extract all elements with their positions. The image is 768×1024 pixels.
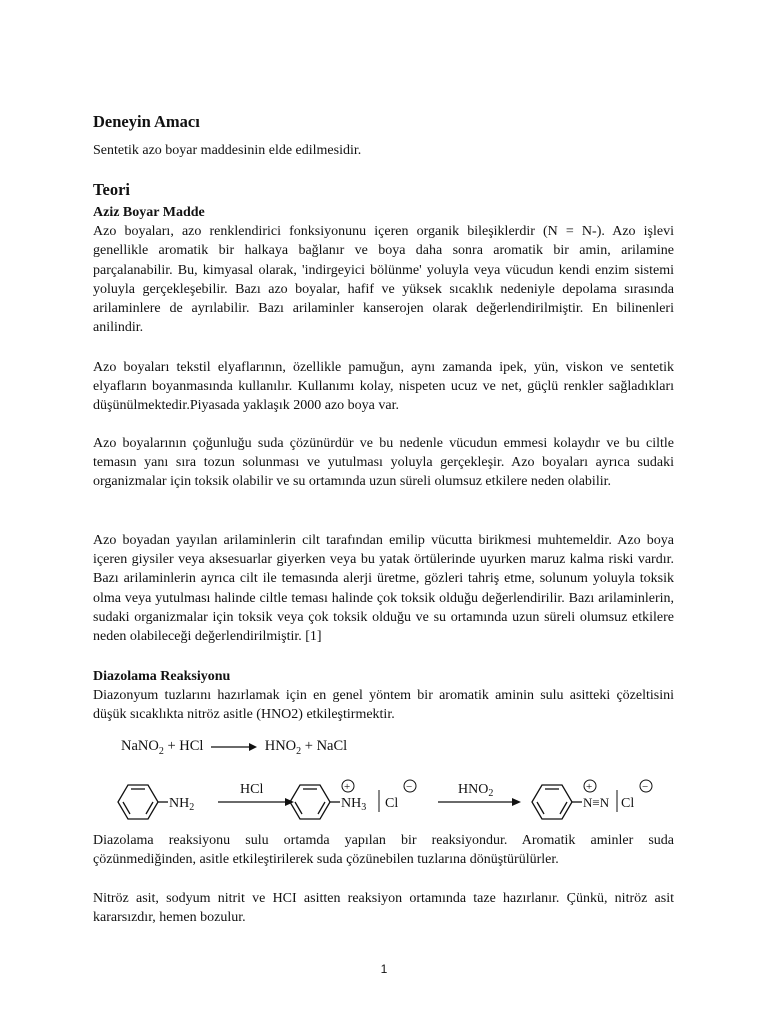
- minus-charge-icon: [404, 780, 416, 793]
- reaction-arrow-icon: [211, 742, 257, 752]
- eq-reactant-hcl: + HCl: [163, 738, 204, 754]
- minus-charge-icon: [640, 780, 652, 793]
- ammonium-group-label: $NH_3$: [341, 796, 367, 813]
- svg-text:+: +: [586, 781, 593, 793]
- teori-paragraph-3: Azo boyalarının çoğunluğu suda çözünürdür ve bu nedenle vücudun emmesi kolaydır ve bu ciltle temasın yanı sıra tozun solunması ve yutulması yoluyla gerçekleşir. Azo boyaları ayrıca sudaki organizmalar için toksik olabilir ve su ortamında uzun süreli olumsuz etkilere neden olabilir.: [93, 436, 674, 490]
- reagent-hno2-label: $HNO_2$: [458, 782, 494, 799]
- eq-reactant-nano2: NaNO: [121, 738, 159, 754]
- equation-nitrous-acid: NaNO$_2$ + HCl $HNO_2$ + NaCl: [121, 738, 348, 757]
- page-number: 1: [380, 962, 388, 976]
- amine-group-label: $NH_2$: [169, 796, 195, 813]
- reaction-arrow-icon: [218, 798, 294, 806]
- section-title-teori: Teori: [93, 180, 130, 199]
- svg-text:−: −: [406, 781, 413, 793]
- subsection-title-aziz-boyar: Aziz Boyar Madde: [93, 205, 205, 220]
- plus-charge-icon: [342, 780, 354, 793]
- plus-charge-icon: [584, 780, 596, 793]
- benzene-ring-icon: [118, 785, 168, 819]
- teori-paragraph-1: Azo boyaları, azo renklendirici fonksiyonunu içeren organik bileşiklerdir (N = N-). Azo işlevi genellikle aromatik bir halkaya bağlanır ve boya daha sonra aromatik bir amin, arilamine parçalanabilir. Bu, kimyasal olarak, 'indirgeyici bölünme' yoluyla veya vücudun kendi enzim sistemi yoluyla gerçekleşebilir. Bazı azo boyalar, hafif ve yüksek sıcaklık nedeniyle depolama sırasında arilaminlere de ayrılabilir. Bazı arilaminler kanserojen olarak değerlendirilmiştir. En bilinenleri anilindir.: [93, 224, 674, 336]
- diazo-block-2: [93, 831, 674, 869]
- diazo-paragraph-1: Diazonyum tuzlarını hazırlamak için en genel yöntem bir aromatik aminin sulu asitteki çözeltisini düşük sıcaklıkta nitröz asitle (HNO2) etkileştirmektir.: [93, 688, 674, 723]
- teori-paragraph-2: Azo boyaları tekstil elyaflarının, özellikle pamuğun, aynı zamanda ipek, yün, viskon ve sentetik elyafların boyanmasında kullanılır. Kullanımı kolay, nispeten ucuz ve net, güçlü renkler sağladıkları düşünülmektedir.Piyasada yaklaşık 2000 azo boya var.: [93, 360, 674, 414]
- amac-text: Sentetik azo boyar maddesinin elde edilmesidir.: [93, 143, 362, 158]
- reagent-hcl-label: HCl: [240, 782, 264, 797]
- svg-text:−: −: [642, 781, 649, 793]
- chloride-label-2: Cl: [621, 796, 635, 811]
- eq-product-hno2: HNO: [264, 738, 297, 754]
- benzene-ring-icon: [290, 785, 340, 819]
- teori-block-3: [93, 434, 674, 492]
- teori-block-2: [93, 358, 674, 416]
- document-page: [93, 0, 674, 1024]
- benzene-ring-icon: [532, 785, 582, 819]
- chloride-label-1: Cl: [385, 796, 399, 811]
- svg-text:+: +: [344, 781, 351, 793]
- diazotization-scheme: [110, 772, 680, 824]
- diazonium-group-label: N≡N: [583, 795, 610, 810]
- teori-block-1: [93, 203, 674, 337]
- section-title-amac: Deneyin Amacı: [93, 112, 200, 131]
- teori-paragraph-4: Azo boyadan yayılan arilaminlerin cilt tarafından emilip vücutta birikmesi muhtemeldir. Azo boya içeren giysiler veya aksesuarlar giyerken veya bu yatak örtülerinde uyurken maruz kalma riski vardır. Bazı arilaminlerin ayrıca cilt ile temasında alerji üretme, gözleri tahriş etme, solunum yoluyla toksik olma veya yutulması halinde ciltle teması halinde çok toksik olduğu değerlendirilir. Bazı arilaminlerin, sudaki organizmalar için toksik veya çok toksik olduğu ve su ortamında uzun süreli olumsuz etkilere neden olabileceği değerlendirilmiştir. [1]: [93, 533, 674, 645]
- reaction-arrow-icon: [438, 798, 521, 806]
- diazo-block-1: [93, 667, 674, 725]
- teori-block-4: [93, 531, 674, 646]
- diazo-paragraph-3: Nitröz asit, sodyum nitrit ve HCI asitten reaksiyon ortamında taze hazırlanır. Çünkü, nitröz asit kararsızdır, hemen bozulur.: [93, 891, 674, 926]
- diazo-paragraph-2: Diazolama reaksiyonu sulu ortamda yapılan bir reaksiyondur. Aromatik aminler suda çözünmediğinden, asitle etkileştirilerek suda çözünebilen tuzlarına dönüştürülürler.: [93, 833, 674, 868]
- subsection-title-diazolama: Diazolama Reaksiyonu: [93, 669, 231, 684]
- eq-product-nacl: + NaCl: [301, 738, 348, 754]
- diazo-block-3: [93, 889, 674, 927]
